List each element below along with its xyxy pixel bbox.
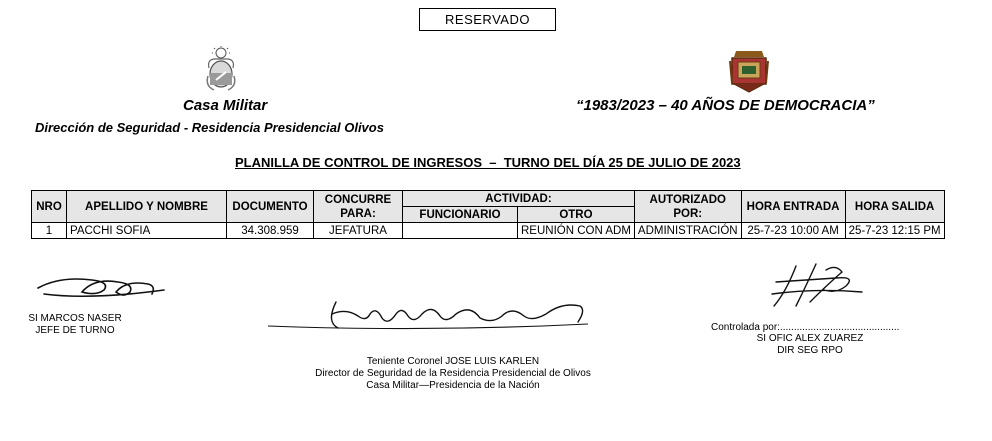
signature-karlen — [266, 292, 596, 336]
cell-hora-entrada: 25-7-23 10:00 AM — [741, 223, 845, 239]
header-autorizado: AUTORIZADO POR: — [634, 191, 741, 223]
naser-name: SI MARCOS NASER — [28, 313, 122, 324]
cell-funcionario — [403, 223, 518, 239]
signature-zuarez-caption — [745, 333, 875, 357]
zuarez-role: DIR SEG RPO — [777, 345, 843, 356]
control-table — [31, 190, 945, 239]
karlen-role: Director de Seguridad de la Residencia Presidencial de Olivos — [315, 368, 591, 379]
header-otro: OTRO — [518, 207, 635, 223]
header-actividad: ACTIVIDAD: — [403, 191, 635, 207]
democracia-motto: “1983/2023 – 40 AÑOS DE DEMOCRACIA” — [576, 97, 875, 114]
zuarez-name: SI OFIC ALEX ZUAREZ — [756, 333, 864, 344]
naser-role: JEFE DE TURNO — [35, 325, 115, 336]
cell-documento: 34.308.959 — [227, 223, 314, 239]
header-hora-entrada: HORA ENTRADA — [741, 191, 845, 223]
header-apellido: APELLIDO Y NOMBRE — [67, 191, 227, 223]
signature-naser-caption — [20, 313, 130, 337]
cell-apellido: PACCHI SOFIA — [67, 223, 227, 239]
karlen-name: Teniente Coronel JOSE LUIS KARLEN — [366, 356, 540, 367]
document-title: PLANILLA DE CONTROL DE INGRESOS – TURNO DEL DÍA 25 DE JULIO DE 2023 — [235, 155, 741, 170]
cell-autorizado: ADMINISTRACIÓN — [634, 223, 741, 239]
table-row — [32, 223, 945, 239]
cell-nro: 1 — [32, 223, 67, 239]
karlen-office: Casa Militar—Presidencia de la Nación — [366, 380, 540, 391]
signature-naser — [30, 270, 170, 306]
direccion-subheading: Dirección de Seguridad - Residencia Presidencial Olivos — [35, 120, 384, 135]
header-hora-salida: HORA SALIDA — [845, 191, 944, 223]
argentina-seal-icon — [204, 46, 238, 92]
cell-otro: REUNIÓN CON ADM — [518, 223, 635, 239]
cell-hora-salida: 25-7-23 12:15 PM — [845, 223, 944, 239]
casa-militar-heading: Casa Militar — [183, 97, 268, 114]
signature-karlen-caption — [298, 356, 608, 392]
signature-zuarez — [766, 262, 866, 310]
reservado-stamp: RESERVADO — [419, 8, 556, 31]
header-nro: NRO — [32, 191, 67, 223]
military-crest-icon — [728, 49, 770, 93]
header-funcionario: FUNCIONARIO — [403, 207, 518, 223]
controlada-por-line: Controlada por:........................................... — [711, 322, 900, 333]
table-header-row — [32, 191, 945, 207]
header-concurre: CONCURRE PARA: — [314, 191, 403, 223]
header-documento: DOCUMENTO — [227, 191, 314, 223]
cell-concurre: JEFATURA — [314, 223, 403, 239]
